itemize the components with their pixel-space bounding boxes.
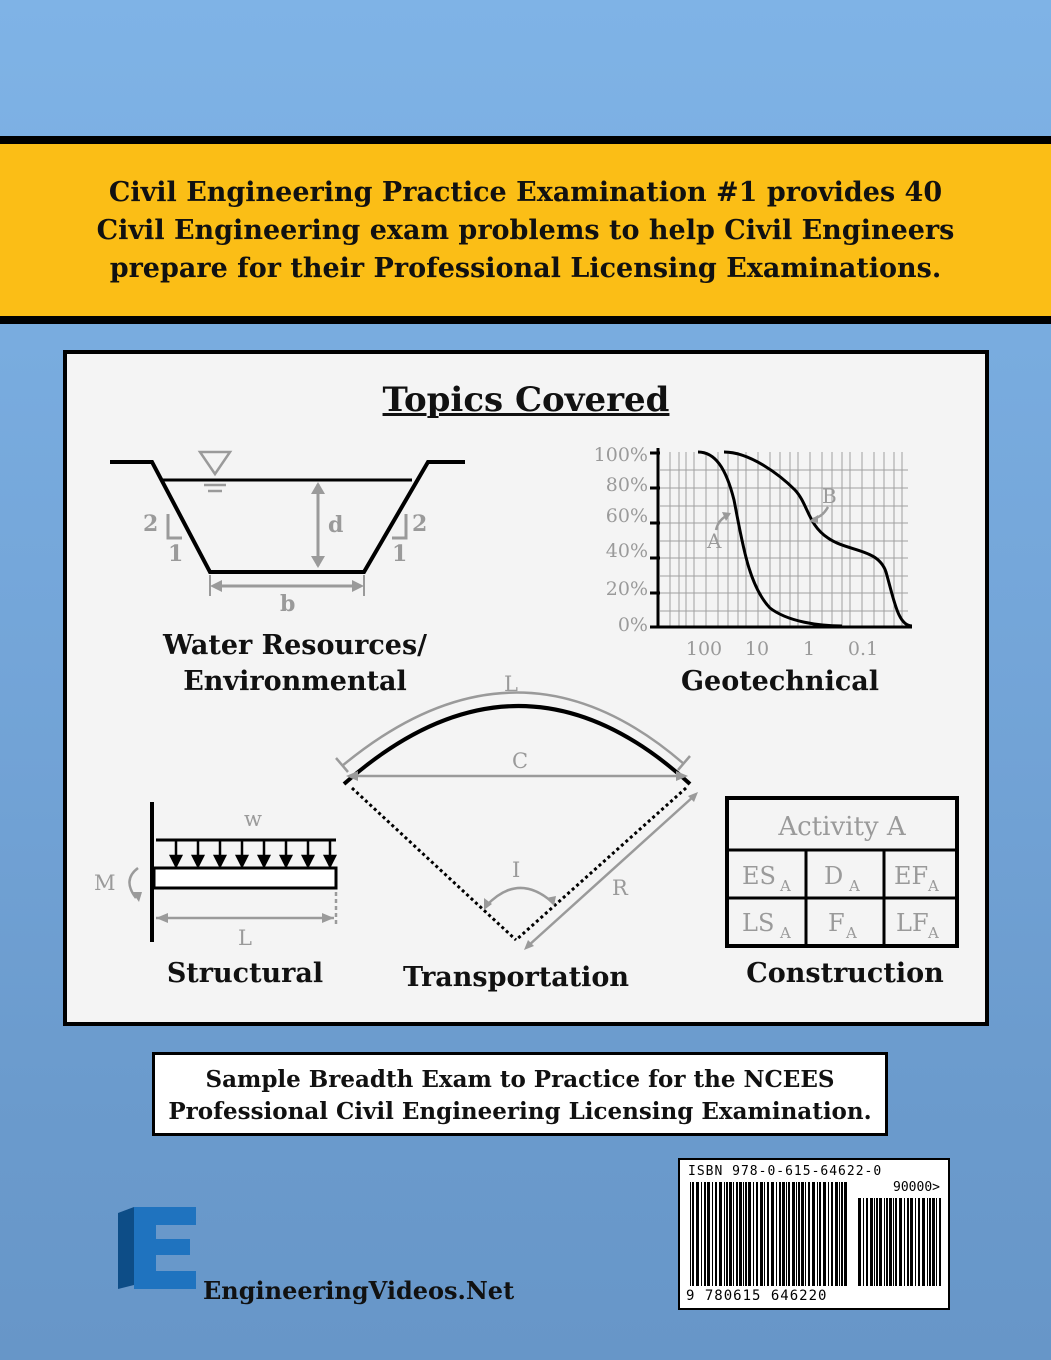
y-tick-80: 80% <box>605 474 648 496</box>
cell-es: ES <box>742 862 776 890</box>
water-caption-line-2: Environmental <box>183 666 407 697</box>
isbn-barcode <box>678 1158 950 1310</box>
left-slope-v: 2 <box>143 511 159 537</box>
span-label: L <box>238 926 252 950</box>
angle-label: I <box>512 858 521 882</box>
x-tick-10: 10 <box>744 638 770 660</box>
horizontal-curve-diagram <box>336 672 698 950</box>
y-tick-100: 100% <box>593 444 648 466</box>
water-surface-icon <box>200 452 230 474</box>
y-tick-0: 0% <box>617 614 648 636</box>
moment-label: M <box>94 871 116 895</box>
arc-length-label: L <box>504 672 518 696</box>
cell-lf: LF <box>896 909 929 937</box>
engineering-videos-logo <box>108 1207 198 1289</box>
topics-title: Topics Covered <box>382 380 670 420</box>
cell-ls-sub: A <box>780 924 791 942</box>
x-tick-0-1: 0.1 <box>847 638 879 660</box>
isbn-number: ISBN 978-0-615-64622-0 <box>688 1164 883 1179</box>
right-slope-v: 2 <box>412 511 428 537</box>
gradation-chart <box>594 444 912 660</box>
cell-d: D <box>824 862 844 890</box>
cell-ef-sub: A <box>928 877 939 895</box>
cell-f: F <box>828 909 845 937</box>
y-tick-60: 60% <box>605 505 648 527</box>
sample-line-1: Sample Breadth Exam to Practice for the NCEES <box>205 1066 835 1093</box>
channel-diagram <box>110 452 465 617</box>
water-caption <box>150 628 440 700</box>
curve-b-label: B <box>822 484 837 508</box>
cell-lf-sub: A <box>928 924 939 942</box>
left-slope-h: 1 <box>168 541 184 567</box>
activity-node-table <box>727 798 957 946</box>
header-line-2: Civil Engineering exam problems to help Civil Engineers <box>96 215 955 246</box>
sample-exam-box <box>152 1052 888 1136</box>
publisher-website: EngineeringVideos.Net <box>203 1276 515 1305</box>
structural-caption: Structural <box>166 958 324 989</box>
water-caption-line-1: Water Resources/ <box>162 630 428 661</box>
cell-es-sub: A <box>780 877 791 895</box>
cell-d-sub: A <box>849 877 860 895</box>
price-code: 90000> <box>893 1180 940 1195</box>
x-tick-1: 1 <box>802 638 816 660</box>
transportation-caption: Transportation <box>402 962 630 993</box>
construction-caption: Construction <box>746 958 944 989</box>
chord-label: C <box>512 749 529 773</box>
barcode-digits: 9 780615 646220 <box>686 1288 828 1304</box>
activity-title: Activity A <box>778 812 906 842</box>
base-label: b <box>280 591 296 617</box>
cell-f-sub: A <box>846 924 857 942</box>
cell-ls: LS <box>742 909 775 937</box>
y-tick-20: 20% <box>605 578 648 600</box>
header-line-3: prepare for their Professional Licensing Examinations. <box>109 253 942 284</box>
sample-line-2: Professional Civil Engineering Licensing Examination. <box>168 1098 872 1125</box>
y-tick-40: 40% <box>605 540 648 562</box>
cantilever-diagram <box>94 802 336 950</box>
header-line-1: Civil Engineering Practice Examination #1 provides 40 <box>108 177 943 208</box>
geotechnical-caption: Geotechnical <box>680 666 880 697</box>
x-tick-100: 100 <box>685 638 723 660</box>
load-label: w <box>244 807 262 831</box>
cell-ef: EF <box>894 862 929 890</box>
depth-label: d <box>328 512 344 538</box>
right-slope-h: 1 <box>392 541 408 567</box>
radius-label: R <box>612 876 628 900</box>
curve-a-label: A <box>707 529 722 553</box>
